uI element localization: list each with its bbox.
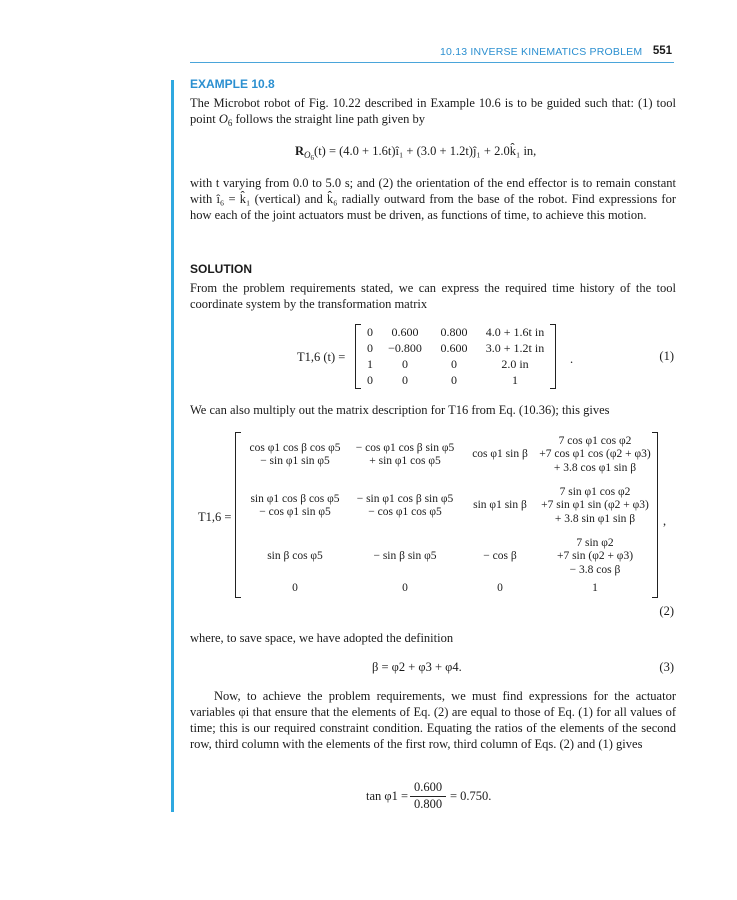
matrix-1-cell: 0: [367, 372, 373, 387]
matrix-2-cell-line: cos φ1 cos β cos φ5: [249, 441, 341, 454]
matrix-1-row: [361, 340, 553, 356]
matrix-2-cell: [241, 478, 349, 534]
matrix-2-cell-line: + 3.8 cos φ1 sin β: [553, 461, 637, 474]
matrix-1-cell: −0.800: [388, 340, 422, 355]
matrix-1-cell: 0.600: [391, 324, 419, 339]
matrix-2-cell-line: 7 cos φ1 cos φ2: [558, 434, 632, 447]
matrix-2-cell: [539, 478, 651, 534]
matrix-2-trailing-punct: ,: [663, 514, 667, 528]
equation-4-rhs: = 0.750.: [450, 789, 492, 803]
matrix-1-trailing-punct: .: [570, 352, 574, 366]
matrix-2-cell-line: 7 sin φ1 cos φ2: [559, 485, 631, 498]
matrix-2-row: [241, 478, 651, 534]
equation-1-number: (1): [659, 349, 674, 363]
matrix-2-cell: [461, 432, 539, 478]
matrix-2-table: [241, 432, 651, 598]
running-head-title: 10.13 INVERSE KINEMATICS PROBLEM: [440, 46, 643, 58]
matrix-2-cell-line: + 3.8 sin φ1 sin β: [554, 512, 636, 525]
matrix-1-label: T1,6 (t) =: [297, 350, 346, 364]
matrix-2-cell-line: sin φ1 sin β: [473, 499, 527, 512]
matrix-2-cell: [539, 534, 651, 580]
matrix-2-cell: [349, 534, 461, 580]
matrix-2-row: [241, 432, 651, 478]
matrix-2-cell-line: +7 sin (φ2 + φ3): [556, 550, 634, 563]
matrix-1-row: [361, 372, 553, 388]
equation-2-number: (2): [659, 604, 674, 618]
matrix-2-cell: [241, 580, 349, 598]
matrix-2-cell-line: − cos φ1 sin φ5: [259, 506, 331, 518]
example-side-bar: [171, 80, 174, 812]
matrix-1-row: [361, 356, 553, 372]
matrix-2: [235, 432, 658, 598]
matrix-2-cell-line: 0: [402, 582, 408, 595]
matrix-2-cell: [241, 432, 349, 478]
matrix-2-row: [241, 534, 651, 580]
matrix-1-cell: 2.0 in: [501, 356, 529, 371]
example-heading: EXAMPLE 10.8: [190, 77, 275, 91]
matrix-2-cell-line: sin β cos φ5: [267, 550, 323, 563]
matrix-2-row: [241, 580, 651, 598]
matrix-2-cell-line: 0: [292, 582, 298, 595]
matrix-2-cell: [539, 580, 651, 598]
matrix-1-table: [361, 324, 553, 388]
solution-heading: SOLUTION: [190, 262, 252, 276]
matrix-1-cell: 0: [367, 340, 373, 355]
matrix-2-cell-line: − sin β sin φ5: [373, 550, 437, 563]
matrix-1-cell: 0: [402, 356, 408, 371]
matrix-2-cell-line: − 3.8 cos β: [569, 563, 621, 576]
matrix-2-cell: [461, 478, 539, 534]
matrix-2-cell-line: − cos φ1 cos φ5: [368, 506, 442, 518]
matrix-1-cell: 3.0 + 1.2t in: [485, 340, 545, 355]
matrix-1-cell: 1: [367, 356, 373, 371]
matrix-1: [355, 324, 556, 389]
equation-3: β = φ2 + φ3 + φ4.: [372, 660, 462, 674]
matrix-2-cell-line: − sin φ1 sin φ5: [260, 455, 330, 467]
equation-4-lhs: tan φ1 =: [366, 789, 409, 803]
matrix-2-cell: [349, 478, 461, 534]
matrix-2-cell-line: + sin φ1 cos φ5: [369, 455, 441, 467]
matrix-1-cell: 0.600: [440, 340, 468, 355]
matrix-2-cell-line: − sin φ1 cos β sin φ5: [356, 492, 454, 505]
matrix-2-cell: [461, 580, 539, 598]
equation-3-number: (3): [659, 660, 674, 674]
matrix-2-cell-line: +7 cos φ1 cos (φ2 + φ3): [539, 448, 651, 461]
matrix-2-cell-line: 0: [497, 582, 503, 595]
matrix-2-cell-line: cos φ1 sin β: [472, 448, 528, 461]
page-number: 551: [652, 45, 672, 57]
matrix-2-cell-line: +7 sin φ1 sin (φ2 + φ3): [541, 499, 649, 512]
matrix-1-cell: 0: [402, 372, 408, 387]
solution-paragraph-4: Now, to achieve the problem requirements, we must find expressions for the actuator variables φi that ensure that the elements of Eq. (2) are equal to those of Eq. (1) for all values of time; this is our required constraint condition. Equating the ratios of the elements of the second row, third column with the elements of the first row, third column of Eqs. (2) and (1) gives: [190, 689, 676, 751]
matrix-1-row: [361, 324, 553, 340]
matrix-1-cell: 1: [512, 372, 518, 387]
example-paragraph-2: with t varying from 0.0 to 5.0 s; and (2) the orientation of the end effector is to remain constant with î₆ = k̂₁ (vertical) and k̂₆ radially outward from the base of the robot. Find expressions for how each of the joint actuators must be driven, as functions of time, to achieve this motion.: [190, 176, 676, 222]
matrix-2-cell: [241, 534, 349, 580]
matrix-2-cell: [349, 580, 461, 598]
matrix-2-label: T1,6 =: [198, 510, 232, 524]
matrix-2-cell: [539, 432, 651, 478]
matrix-2-right-bracket: [652, 432, 658, 598]
matrix-1-cell: 0: [451, 372, 457, 387]
equation-4-denominator: 0.800: [413, 797, 443, 811]
matrix-1-cell: 4.0 + 1.6t in: [485, 324, 545, 339]
matrix-1-cell: 0: [451, 356, 457, 371]
path-equation: $R_{O_6}(t) = (4.0$ + 1.6t)î₁ + (3.0 + 1.2t)ĵ₁ + 2.0k̂₁ in,: [295, 144, 537, 162]
matrix-2-cell-line: 7 sin φ2: [576, 536, 614, 549]
example-paragraph-1: The Microbot robot of Fig. 10.22 described in Example 10.6 is to be guided such that: (1) tool point $O_6$ follows the straight line path given by: [190, 96, 676, 128]
matrix-1-cell: 0.800: [440, 324, 468, 339]
matrix-2-cell-line: 1: [592, 582, 598, 595]
equation-4-numerator: 0.600: [410, 780, 446, 797]
solution-paragraph-2: We can also multiply out the matrix description for T16 from Eq. (10.36); this gives: [190, 403, 610, 417]
matrix-1-cell: 0: [367, 324, 373, 339]
running-header: [190, 44, 674, 63]
equation-4-fraction: [410, 780, 446, 812]
matrix-2-cell-line: − cos φ1 cos β sin φ5: [355, 441, 455, 454]
matrix-2-cell-line: sin φ1 cos β cos φ5: [250, 492, 340, 505]
solution-paragraph-1: From the problem requirements stated, we can express the required time history of the tool coordinate system by the transformation matrix: [190, 281, 676, 311]
matrix-2-cell: [461, 534, 539, 580]
solution-paragraph-3: where, to save space, we have adopted the definition: [190, 631, 454, 645]
matrix-2-cell: [349, 432, 461, 478]
matrix-2-cell-line: − cos β: [483, 550, 517, 563]
